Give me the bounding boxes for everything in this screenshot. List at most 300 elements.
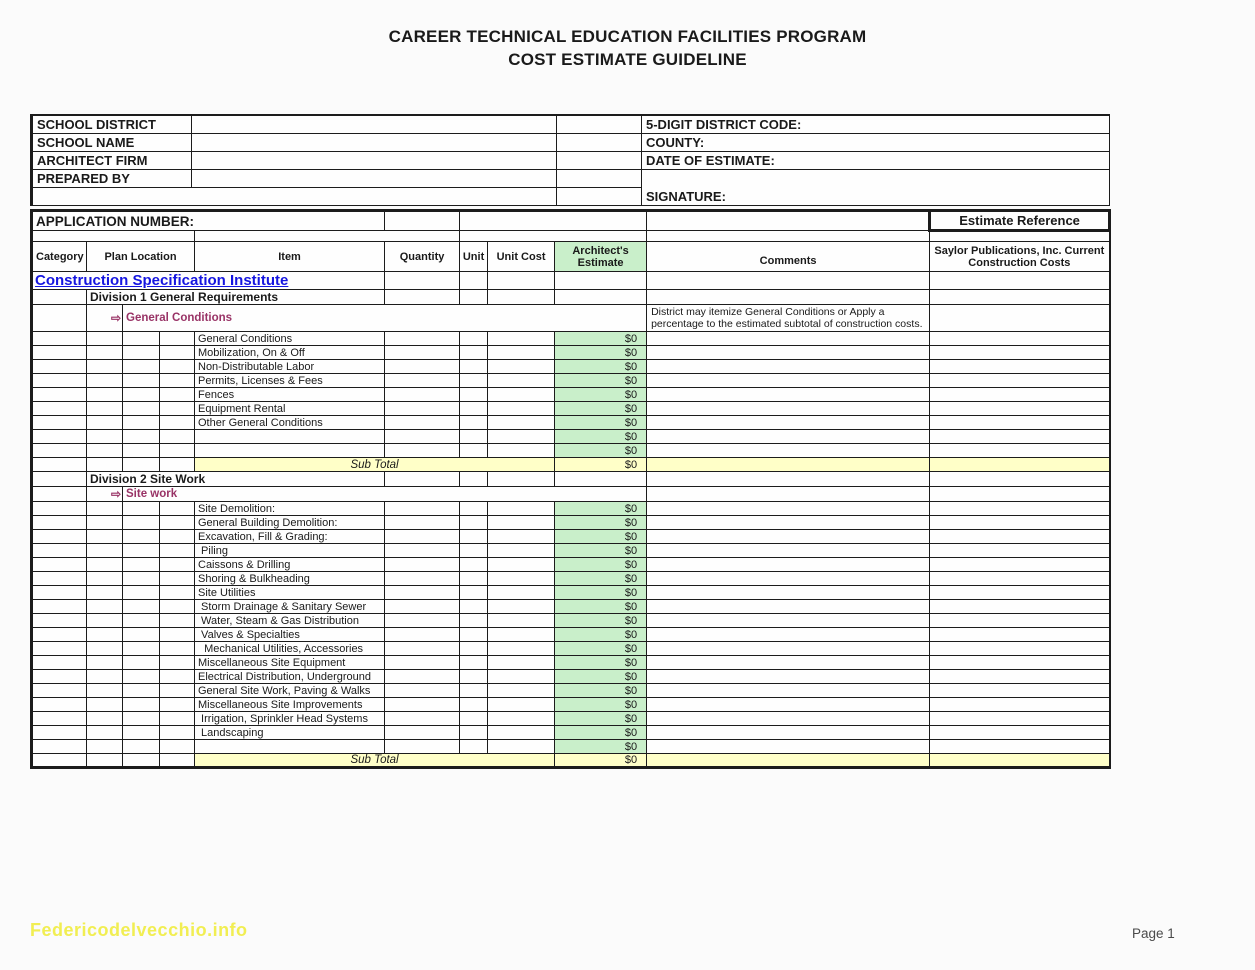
school-district-label: SCHOOL DISTRICT [32,115,192,133]
saylor-cell-blank [930,740,1110,754]
prepared-by-value-cell [192,169,557,187]
comment-cell-blank [647,600,930,614]
comment-cell-blank [647,360,930,374]
spacer-cell [557,133,642,151]
item-label: General Building Demolition: [195,516,385,530]
estimate-item-row [32,516,1110,530]
item-label: General Site Work, Paving & Walks [195,684,385,698]
blank-cell [647,458,930,472]
form-row-school-name [32,133,1110,151]
grid-cell [32,530,87,544]
blank-cell [385,472,460,487]
grid-cell [123,698,160,712]
header-comments: Comments [647,242,930,272]
grid-cell [87,388,123,402]
saylor-cell-blank [930,502,1110,516]
grid-cell [32,458,87,472]
comment-cell-blank [647,444,930,458]
grid-cell [87,516,123,530]
grid-cell [123,642,160,656]
grid-cell [32,388,87,402]
form-row-prepared-by [32,169,1110,187]
grid-cell [160,360,195,374]
header-category: Category [32,242,87,272]
grid-cell [488,656,555,670]
architect-firm-value-cell [192,151,557,169]
grid-cell [488,698,555,712]
grid-cell [460,332,488,346]
item-label: Site Demolition: [195,502,385,516]
item-label: Other General Conditions [195,416,385,430]
grid-cell [32,656,87,670]
estimate-item-row [32,684,1110,698]
grid-cell [488,360,555,374]
comment-cell-blank [647,726,930,740]
grid-cell [385,740,460,754]
grid-cell [32,614,87,628]
division-title-row [32,472,1110,487]
grid-cell [385,572,460,586]
grid-cell [488,712,555,726]
saylor-cell-blank [930,712,1110,726]
grid-cell [123,332,160,346]
architect-estimate-value: $0 [555,740,647,754]
grid-cell [87,458,123,472]
grid-cell [488,642,555,656]
grid-cell [87,444,123,458]
architect-estimate-value: $0 [555,430,647,444]
item-label: Non-Distributable Labor [195,360,385,374]
grid-cell [87,698,123,712]
grid-cell [32,444,87,458]
grid-cell [460,516,488,530]
section-row [32,305,1110,332]
estimate-item-row [32,586,1110,600]
item-label: Storm Drainage & Sanitary Sewer [195,600,385,614]
grid-cell [87,558,123,572]
school-district-value-cell [192,115,557,133]
grid-cell [488,388,555,402]
item-label: Excavation, Fill & Grading: [195,530,385,544]
grid-cell [460,530,488,544]
grid-cell [460,684,488,698]
grid-cell [460,572,488,586]
grid-cell [32,572,87,586]
grid-cell [488,444,555,458]
grid-cell [460,502,488,516]
grid-cell [460,642,488,656]
grid-cell [32,332,87,346]
item-label: Mobilization, On & Off [195,346,385,360]
grid-cell [488,416,555,430]
blank-cell [32,472,87,487]
grid-cell [87,402,123,416]
grid-cell [87,726,123,740]
estimate-item-row [32,698,1110,712]
watermark: Federicodelvecchio.info [30,920,248,940]
grid-cell [87,684,123,698]
estimate-table-body [32,272,1110,768]
item-label: Miscellaneous Site Equipment [195,656,385,670]
grid-cell [123,684,160,698]
estimate-item-row [32,726,1110,740]
section-comment [647,487,930,502]
grid-cell [460,360,488,374]
grid-cell [160,600,195,614]
grid-cell [160,670,195,684]
section-comment: District may itemize General Conditions or Apply a percentage to the estimated subtotal of construction costs. [647,305,930,332]
csi-heading-row [32,272,1110,290]
blank-cell [555,290,647,305]
blank-cell [460,290,488,305]
section-row [32,487,1110,502]
header-unit-cost: Unit Cost [488,242,555,272]
estimate-item-row [32,670,1110,684]
header-architect-estimate: Architect's Estimate [555,242,647,272]
grid-cell [123,374,160,388]
subtotal-value: $0 [555,754,647,768]
blank-cell [32,231,195,242]
header-plan-location: Plan Location [87,242,195,272]
saylor-cell-blank [930,586,1110,600]
grid-cell [87,600,123,614]
comment-cell-blank [647,698,930,712]
grid-cell [87,430,123,444]
saylor-cell-blank [930,402,1110,416]
item-label: Shoring & Bulkheading [195,572,385,586]
architect-estimate-value: $0 [555,558,647,572]
blank-cell [930,472,1110,487]
architect-estimate-value: $0 [555,374,647,388]
comment-cell-blank [647,740,930,754]
comment-cell-blank [647,402,930,416]
subtotal-label: Sub Total [195,458,555,472]
grid-cell [123,416,160,430]
header-unit: Unit [460,242,488,272]
form-row-school-district [32,115,1110,133]
grid-cell [460,726,488,740]
saylor-cell-blank [930,600,1110,614]
grid-cell [488,684,555,698]
grid-cell [87,572,123,586]
grid-cell [87,360,123,374]
grid-cell [488,558,555,572]
grid-cell [488,346,555,360]
comment-cell-blank [647,586,930,600]
architect-estimate-value: $0 [555,670,647,684]
estimate-item-row [32,388,1110,402]
saylor-cell-blank [930,656,1110,670]
saylor-cell-blank [930,628,1110,642]
grid-cell [160,754,195,768]
grid-cell [460,444,488,458]
item-label: Mechanical Utilities, Accessories [195,642,385,656]
grid-cell [488,572,555,586]
saylor-cell-blank [930,444,1110,458]
grid-cell [123,458,160,472]
grid-cell [385,628,460,642]
comment-cell-blank [647,684,930,698]
comment-cell-blank [647,670,930,684]
grid-cell [460,388,488,402]
grid-cell [160,544,195,558]
grid-cell [385,360,460,374]
subtotal-row [32,458,1110,472]
document-title [0,25,1255,71]
page-number: Page 1 [1132,926,1175,941]
item-label: General Conditions [195,332,385,346]
school-name-value-cell [192,133,557,151]
blank-cell [460,211,647,231]
grid-cell [488,430,555,444]
item-label: Fences [195,388,385,402]
item-label: Site Utilities [195,586,385,600]
grid-cell [460,712,488,726]
item-label: Electrical Distribution, Underground [195,670,385,684]
estimate-item-row [32,642,1110,656]
estimate-item-row [32,346,1110,360]
grid-cell [385,726,460,740]
grid-cell [32,516,87,530]
blank-cell [930,487,1110,502]
grid-cell [385,516,460,530]
grid-cell [32,754,87,768]
grid-cell [123,502,160,516]
grid-cell [160,698,195,712]
grid-cell [460,558,488,572]
saylor-cell-blank [930,670,1110,684]
grid-cell [160,614,195,628]
blank-cell [647,290,930,305]
item-label: Caissons & Drilling [195,558,385,572]
date-of-estimate-label: DATE OF ESTIMATE: [642,151,1110,169]
grid-cell [123,656,160,670]
school-name-label: SCHOOL NAME [32,133,192,151]
spacer-cell [557,115,642,133]
grid-cell [385,332,460,346]
grid-cell [385,416,460,430]
blank-cell [32,290,87,305]
comment-cell-blank [647,642,930,656]
estimate-item-row [32,374,1110,388]
item-label [195,444,385,458]
grid-cell [160,740,195,754]
grid-cell [385,600,460,614]
grid-cell [460,740,488,754]
grid-cell [488,502,555,516]
grid-cell [87,530,123,544]
grid-cell [87,416,123,430]
district-code-label: 5-DIGIT DISTRICT CODE: [642,115,1110,133]
spacer-cell [557,151,642,169]
grid-cell [87,754,123,768]
grid-cell [460,656,488,670]
grid-cell [160,374,195,388]
grid-cell [160,332,195,346]
saylor-cell-blank [930,544,1110,558]
grid-cell [87,544,123,558]
division-title-row [32,290,1110,305]
saylor-cell-blank [930,346,1110,360]
grid-cell [87,740,123,754]
grid-cell [123,586,160,600]
grid-cell [87,628,123,642]
grid-cell [123,740,160,754]
saylor-cell-blank [930,684,1110,698]
grid-cell [385,444,460,458]
architect-estimate-value: $0 [555,712,647,726]
grid-cell [32,712,87,726]
prepared-by-label: PREPARED BY [32,169,192,187]
grid-cell [32,628,87,642]
saylor-cell-blank [930,530,1110,544]
blank-cell [385,211,460,231]
comment-cell-blank [647,416,930,430]
architect-estimate-value: $0 [555,502,647,516]
estimate-item-row [32,444,1110,458]
spacer-cell [557,187,642,205]
estimate-item-row [32,712,1110,726]
grid-cell [488,544,555,558]
cost-estimate-table [30,209,1111,769]
subtotal-row [32,754,1110,768]
blank-cell [647,754,930,768]
comment-cell-blank [647,712,930,726]
grid-cell [87,586,123,600]
grid-cell [160,726,195,740]
grid-cell [460,416,488,430]
estimate-item-row [32,530,1110,544]
grid-cell [385,558,460,572]
estimate-table-head [32,211,1110,272]
architect-estimate-value: $0 [555,360,647,374]
comment-cell-blank [647,502,930,516]
architect-estimate-value: $0 [555,698,647,712]
architect-estimate-value: $0 [555,332,647,346]
column-header-row [32,242,1110,272]
grid-cell [160,430,195,444]
grid-cell [385,388,460,402]
grid-cell [160,558,195,572]
section-arrow-icon: ⇨ [87,305,123,332]
architect-estimate-value: $0 [555,656,647,670]
item-label [195,430,385,444]
grid-cell [160,458,195,472]
section-label: General Conditions [123,305,647,332]
saylor-cell-blank [930,614,1110,628]
architect-estimate-value: $0 [555,628,647,642]
grid-cell [160,530,195,544]
blank-cell [555,272,647,290]
item-label: Piling [195,544,385,558]
comment-cell-blank [647,388,930,402]
comment-cell-blank [647,558,930,572]
saylor-cell-blank [930,332,1110,346]
grid-cell [488,740,555,754]
grid-cell [32,642,87,656]
grid-cell [385,502,460,516]
csi-heading-link[interactable]: Construction Specification Institute [32,272,385,290]
grid-cell [488,600,555,614]
grid-cell [488,516,555,530]
grid-cell [123,444,160,458]
grid-cell [160,684,195,698]
grid-cell [488,614,555,628]
grid-cell [460,628,488,642]
item-label: Equipment Rental [195,402,385,416]
grid-cell [488,530,555,544]
grid-cell [32,726,87,740]
grid-cell [460,698,488,712]
grid-cell [123,712,160,726]
grid-cell [160,388,195,402]
grid-cell [160,628,195,642]
estimate-item-row [32,402,1110,416]
item-label: Miscellaneous Site Improvements [195,698,385,712]
architect-estimate-value: $0 [555,600,647,614]
county-label: COUNTY: [642,133,1110,151]
grid-cell [32,374,87,388]
division-title: Division 1 General Requirements [87,290,385,305]
grid-cell [123,754,160,768]
grid-cell [123,726,160,740]
grid-cell [123,614,160,628]
grid-cell [385,670,460,684]
application-sub-row [32,231,1110,242]
grid-cell [460,670,488,684]
estimate-reference-label: Estimate Reference [930,211,1110,231]
architect-estimate-value: $0 [555,516,647,530]
saylor-cell-blank [930,388,1110,402]
grid-cell [87,656,123,670]
grid-cell [123,600,160,614]
grid-cell [87,614,123,628]
item-label: Valves & Specialties [195,628,385,642]
saylor-cell-blank [930,416,1110,430]
saylor-cell-blank [930,360,1110,374]
grid-cell [123,628,160,642]
grid-cell [160,444,195,458]
estimate-item-row [32,430,1110,444]
grid-cell [160,502,195,516]
estimate-item-row [32,558,1110,572]
architect-estimate-value: $0 [555,572,647,586]
grid-cell [32,346,87,360]
architect-estimate-value: $0 [555,586,647,600]
saylor-cell-blank [930,698,1110,712]
grid-cell [160,656,195,670]
comment-cell-blank [647,572,930,586]
grid-cell [385,530,460,544]
architect-estimate-value: $0 [555,642,647,656]
comment-cell-blank [647,332,930,346]
grid-cell [123,360,160,374]
grid-cell [385,656,460,670]
blank-cell [930,305,1110,332]
estimate-item-row [32,656,1110,670]
blank-cell [385,290,460,305]
blank-cell [555,472,647,487]
grid-cell [160,712,195,726]
estimate-item-row [32,600,1110,614]
saylor-cell-blank [930,558,1110,572]
grid-cell [385,642,460,656]
blank-cell [647,472,930,487]
blank-cell [930,272,1110,290]
grid-cell [123,558,160,572]
comment-cell-blank [647,530,930,544]
estimate-item-row [32,416,1110,430]
